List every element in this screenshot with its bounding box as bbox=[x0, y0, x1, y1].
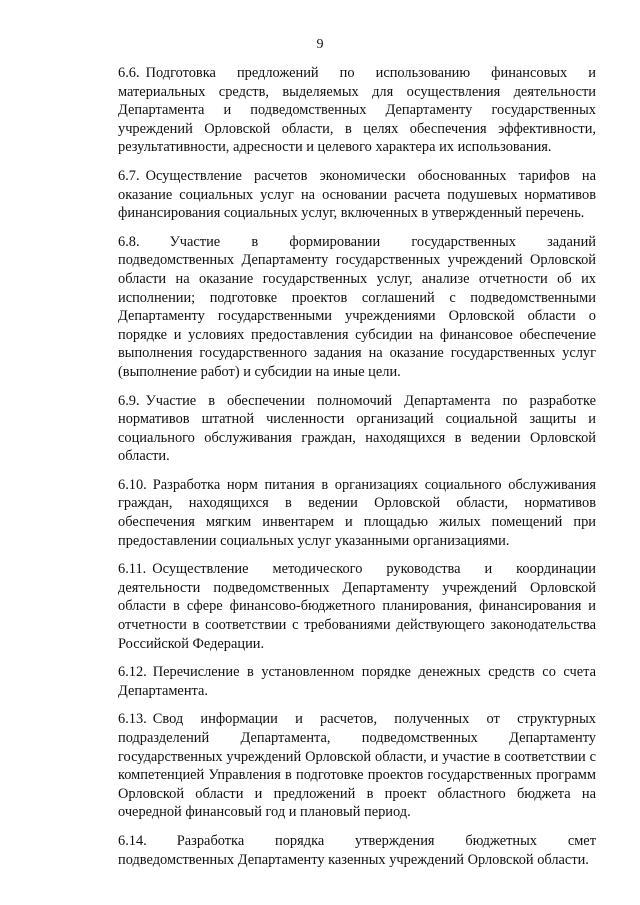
paragraph-6-10 bbox=[118, 476, 596, 550]
paragraph-text: Осуществление методического руководства и координации деятельности подведомственных Департаменту учреждений Орловской области в сфере финансово-бюджетного планирования, финансирования и отчетности в соответствии с требованиями действующего законодательства Российской Федерации. bbox=[118, 561, 596, 652]
paragraph-6-14 bbox=[118, 832, 596, 869]
paragraph-6-9 bbox=[118, 392, 596, 466]
paragraph-number: 6.7. bbox=[118, 167, 140, 184]
page-number: 9 bbox=[316, 37, 324, 52]
paragraph-number: 6.14. bbox=[118, 832, 147, 849]
paragraph-text: Участие в формировании государственных заданий подведомственных Департаменту государственных учреждений Орловской области на оказание государственных услуг, анализе отчетности об их исполнении; подготовке проектов соглашений с подведомственными Департаменту государственными учреждениями Орловской области о порядке и условиях предоставления субсидии на финансовое обеспечение выполнения государственного задания на оказание государственных услуг (выполнение работ) и субсидии на иные цели. bbox=[118, 233, 596, 380]
paragraph-text: Перечисление в установленном порядке денежных средств со счета Департамента. bbox=[118, 664, 596, 699]
paragraph-text: Свод информации и расчетов, полученных от структурных подразделений Департамента, подведомственных Департаменту государственных учреждений Орловской области, и участие в соответствии с компетенцией Управления в подготовке проектов государственных программ Орловской области и предложений в проект областного бюджета на очередной финансовый год и плановый период. bbox=[118, 711, 596, 821]
paragraph-number: 6.13. bbox=[118, 711, 147, 728]
paragraph-number: 6.12. bbox=[118, 664, 147, 681]
paragraph-6-8 bbox=[118, 233, 596, 382]
paragraph-6-12 bbox=[118, 663, 596, 700]
paragraph-6-13 bbox=[118, 710, 596, 822]
document-body bbox=[118, 64, 596, 879]
paragraph-text: Осуществление расчетов экономически обоснованных тарифов на оказание социальных услуг на основании расчета подушевых нормативов финансирования социальных услуг, включенных в утвержденный перечень. bbox=[118, 167, 596, 222]
paragraph-text: Разработка норм питания в организациях социального обслуживания граждан, находящихся в ведении Орловской области, нормативов обеспечения мягким инвентарем и площадью жилых помещений при предоставлении социальных услуг указанными организациями. bbox=[118, 476, 596, 549]
paragraph-number: 6.9. bbox=[118, 392, 140, 409]
paragraph-text: Участие в обеспечении полномочий Департамента по разработке нормативов штатной численности организаций социальной защиты и социального обслуживания граждан, находящихся в ведении Орловской области. bbox=[118, 392, 596, 465]
paragraph-text: Разработка порядка утверждения бюджетных смет подведомственных Департаменту казенных учреждений Орловской области. bbox=[118, 832, 596, 868]
paragraph-number: 6.11. bbox=[118, 561, 147, 578]
paragraph-6-7 bbox=[118, 167, 596, 223]
paragraph-number: 6.8. bbox=[118, 233, 140, 250]
paragraph-6-11 bbox=[118, 560, 596, 653]
paragraph-text: Подготовка предложений по использованию финансовых и материальных средств, выделяемых для осуществления деятельности Департамента и подведомственных Департаменту государственных учреждений Орловской области, в целях обеспечения эффективности, результативности, адресности и целевого характера их использования. bbox=[118, 65, 596, 156]
paragraph-number: 6.6. bbox=[118, 65, 140, 81]
paragraph-number: 6.10. bbox=[118, 476, 147, 493]
paragraph-6-6 bbox=[118, 64, 596, 157]
